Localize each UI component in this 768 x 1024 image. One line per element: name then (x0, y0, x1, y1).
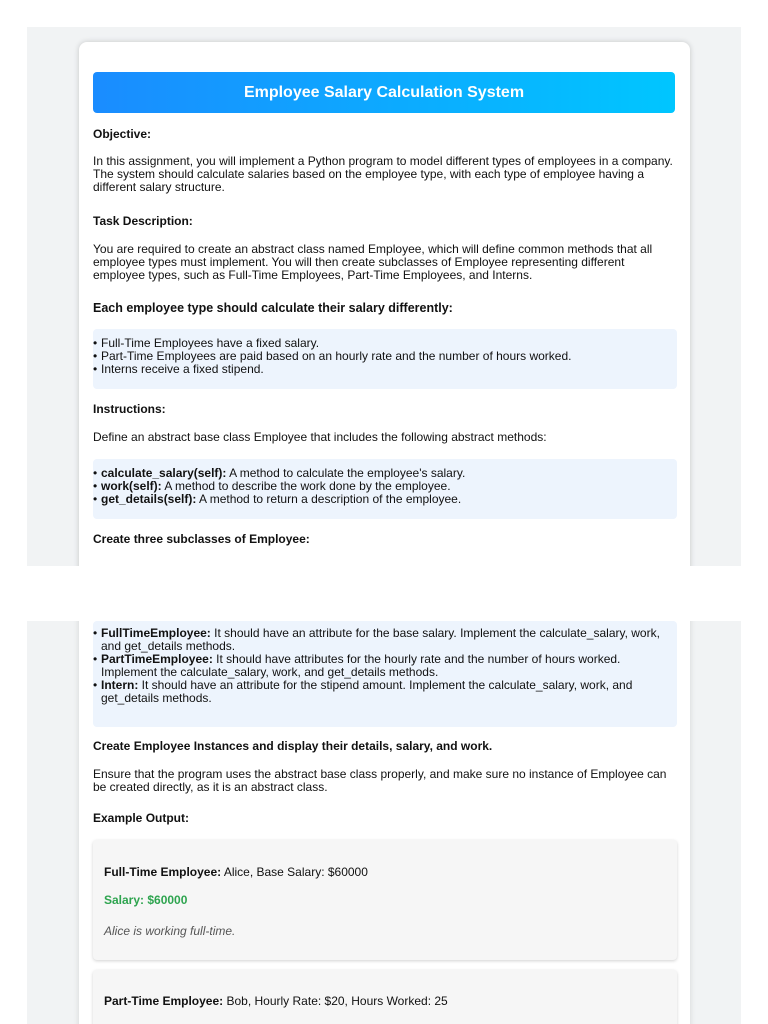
document-page-2 (27, 621, 741, 1024)
list-item: • Full-Time Employees have a fixed salary. (101, 337, 671, 350)
instructions-text: Define an abstract base class Employee that includes the following abstract methods: (93, 430, 547, 444)
subclasses-heading: Create three subclasses of Employee: (93, 532, 310, 546)
subclasses-box (93, 621, 677, 727)
method-name: get_details(self): (101, 492, 197, 506)
example-output-parttime (93, 970, 677, 1024)
output-label: Full-Time Employee: (104, 865, 222, 879)
subclass-name: FullTimeEmployee: (101, 626, 211, 640)
instructions-heading: Instructions: (93, 402, 166, 416)
method-desc: A method to return a description of the employee. (196, 492, 462, 506)
output-salary: Salary: $60000 (104, 893, 188, 907)
output-details (104, 865, 368, 879)
salary-types-list (101, 337, 671, 376)
subclass-name: PartTimeEmployee: (101, 652, 213, 666)
page-title: Employee Salary Calculation System (93, 72, 675, 113)
list-item (101, 653, 671, 679)
output-detail-text: Bob, Hourly Rate: $20, Hours Worked: 25 (223, 994, 448, 1008)
list-item: • Interns receive a fixed stipend. (101, 363, 671, 376)
output-work: Alice is working full-time. (104, 924, 236, 938)
instances-heading: Create Employee Instances and display their details, salary, and work. (93, 739, 493, 753)
list-item (101, 493, 671, 506)
list-item: • Part-Time Employees are paid based on an hourly rate and the number of hours worked. (101, 350, 671, 363)
assignment-card (79, 42, 690, 566)
output-details (104, 994, 448, 1008)
subclass-desc: It should have attributes for the hourly rate and the number of hours worked. Implement the calculate_salary, work, and get_details methods. (101, 652, 621, 679)
subclass-name: Intern: (101, 678, 139, 692)
assignment-card-continued (79, 621, 690, 1024)
list-item (101, 679, 671, 705)
method-desc: A method to describe the work done by the employee. (161, 479, 451, 493)
method-name: work(self): (101, 479, 162, 493)
salary-types-heading: Each employee type should calculate their salary differently: (93, 301, 453, 315)
output-label: Part-Time Employee: (104, 994, 224, 1008)
list-item (101, 627, 671, 653)
task-heading: Task Description: (93, 214, 193, 228)
objective-heading: Objective: (93, 127, 152, 141)
subclasses-list (101, 627, 671, 705)
task-text: You are required to create an abstract class named Employee, which will define common methods that all employee types must implement. You will then create subclasses of Employee representing different employee types, such as Full-Time Employees, Part-Time Employees, and Interns. (93, 242, 653, 282)
example-output-fulltime (93, 840, 677, 960)
salary-types-box (93, 329, 677, 389)
method-name: calculate_salary(self): (101, 466, 227, 480)
document-page-1 (27, 27, 741, 566)
method-desc: A method to calculate the employee's salary. (226, 466, 466, 480)
methods-box (93, 459, 677, 519)
example-heading: Example Output: (93, 811, 190, 825)
instances-text: Ensure that the program uses the abstract base class properly, and make sure no instance of Employee can be created directly, as it is an abstract class. (93, 767, 667, 794)
output-detail-text: Alice, Base Salary: $60000 (221, 865, 368, 879)
subclass-desc: It should have an attribute for the stipend amount. Implement the calculate_salary, work, and get_details methods. (101, 678, 633, 705)
methods-list (101, 467, 671, 506)
subclass-desc: It should have an attribute for the base salary. Implement the calculate_salary, work, and get_details methods. (101, 626, 660, 653)
objective-text: In this assignment, you will implement a Python program to model different types of employees in a company. The system should calculate salaries based on the employee type, with each type of employee having a different salary structure. (93, 154, 673, 194)
